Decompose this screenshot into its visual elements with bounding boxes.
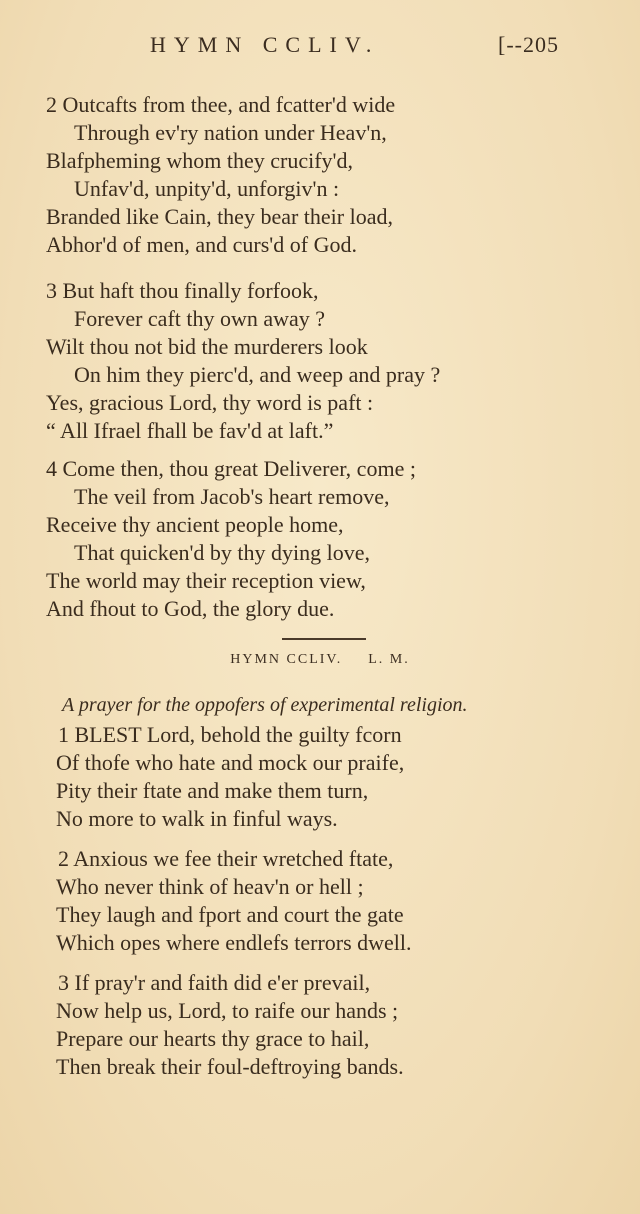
hymn2-stanza-1-line-3: Pity their ftate and make them turn, [56,778,369,803]
hymn2-stanza-3-line-1: 3 If pray'r and faith did e'er prevail, [58,970,371,995]
stanza-4-line-5: The world may their reception view, [46,568,366,593]
stanza-3-line-3: Wilt thou not bid the murderers look [46,334,368,359]
stanza-3-line-5: Yes, gracious Lord, thy word is paft : [46,390,374,415]
hymn-heading-meter: L. M. [368,652,410,667]
section-divider [282,638,366,640]
stanza-2-line-5: Branded like Cain, they bear their load, [46,204,393,229]
hymn2-stanza-2-line-1: 2 Anxious we fee their wretched ftate, [58,846,394,871]
running-head [0,32,640,66]
hymn2-stanza-1-line-1: 1 BLEST Lord, behold the guilty fcorn [58,722,402,747]
stanza-3-line-6: “ All Ifrael fhall be fav'd at laft.” [46,418,334,443]
stanza-3-line-4: On him they pierc'd, and weep and pray ? [74,362,441,387]
stanza-3-line-2: Forever caft thy own away ? [74,306,326,331]
stanza-2-line-2: Through ev'ry nation under Heav'n, [74,120,387,145]
hymn-heading [0,652,640,668]
stanza-4-line-3: Receive thy ancient people home, [46,512,344,537]
hymn2-stanza-2-line-2: Who never think of heav'n or hell ; [56,874,364,899]
hymn2-stanza-3-line-4: Then break their foul-deftroying bands. [56,1054,404,1079]
stanza-4-line-4: That quicken'd by thy dying love, [74,540,371,565]
running-head-title: HYMN CCLIV. [150,32,380,57]
stanza-4-line-2: The veil from Jacob's heart remove, [74,484,390,509]
hymn2-stanza-1-line-2: Of thofe who hate and mock our praife, [56,750,405,775]
hymn2-stanza-2-line-3: They laugh and fport and court the gate [56,902,404,927]
page-number: [--205 [498,32,559,57]
stanza-4-line-1: 4 Come then, thou great Deliverer, come ; [46,456,416,481]
stanza-2-line-6: Abhor'd of men, and curs'd of God. [46,232,357,257]
stanza-2-line-1: 2 Outcafts from thee, and fcatter'd wide [46,92,396,117]
stanza-3-line-1: 3 But haft thou finally forfook, [46,278,319,303]
stanza-2-line-4: Unfav'd, unpity'd, unforgiv'n : [74,176,340,201]
hymn-heading-title: HYMN CCLIV. [230,652,343,667]
hymn2-stanza-3-line-3: Prepare our hearts thy grace to hail, [56,1026,370,1051]
stanza-2-line-3: Blafpheming whom they crucify'd, [46,148,354,173]
stanza-4-line-6: And fhout to God, the glory due. [46,596,335,621]
hymn2-stanza-1-line-4: No more to walk in finful ways. [56,806,338,831]
hymn-subtitle: A prayer for the oppofers of experimental religion. [62,694,468,716]
hymn2-stanza-3-line-2: Now help us, Lord, to raife our hands ; [56,998,399,1023]
hymn2-stanza-2-line-4: Which opes where endlefs terrors dwell. [56,930,412,955]
